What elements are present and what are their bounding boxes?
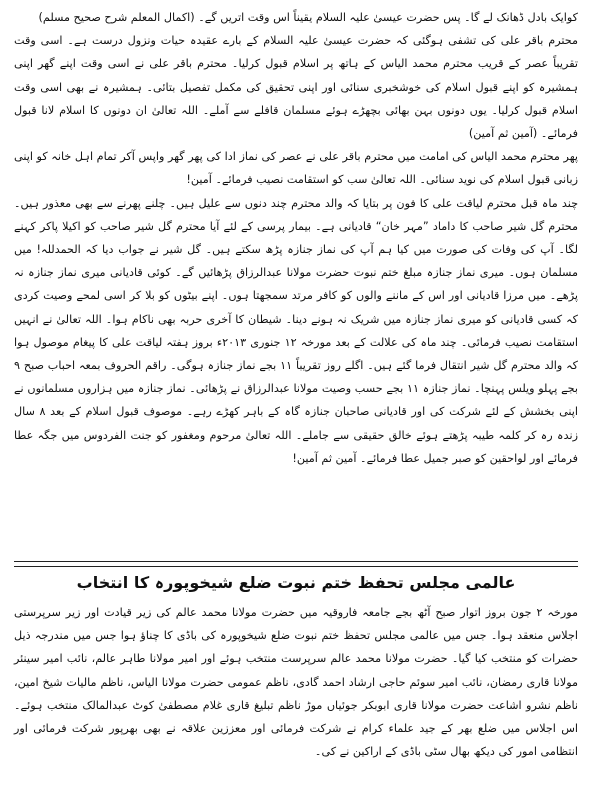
paragraph: کوایک بادل ڈھانک لے گا۔ پس حضرت عیسیٰ علیہ السلام یقیناً اس وقت اتریں گے۔ (اکمال المعلم شرح صحیح مسلم) <box>38 11 578 24</box>
section-heading: عالمی مجلس تحفظ ختم نبوت ضلع شیخوپورہ کا انتخاب <box>76 573 516 592</box>
paragraph: مورخہ ۲ جون بروز اتوار صبح آٹھ بجے جامعہ فاروقیہ میں حضرت مولانا محمد عالم کی زیر قیادت اور زیر سرپرستی اجلاس منعقد ہوا۔ جس میں عالمی مجلس تحفظ ختم نبوت ضلع شیخوپورہ کی باڈی کا چناؤ ہوا جس میں مندرجہ ذیل حضرات کو منتخب کیا گیا۔ حضرت مولانا محمد عالم سرپرست منتخب ہوئے اور امیر مولانا طاہر عالم، نائب امیر سینئر مولانا قاری رمضان، نائب امیر سوئم حاجی ارشاد احمد گادی، ناظم عمومی حضرت مولانا الیاس، ناظم مالیات شیخ امین، ناظم نشرو اشاعت حضرت مولانا قاری ابوبکر جوئیاں موڑ ناظم تبلیغ قاری غلام مصطفیٰ کوٹ عبدالمالک منتخب ہوئے۔ اس اجلاس میں ضلع بھر کے جید علماء کرام نے شرکت فرمائی اور معززین علاقہ نے بھی بھرپور شرکت فرمائی اور انتظامی امور کی دیکھ بھال سٹی باڈی کے اراکین نے کی۔ <box>14 606 579 759</box>
paragraph: پھر محترم محمد الیاس کی امامت میں محترم باقر علی نے عصر کی نماز ادا کی پھر گھر واپس آکر تمام اہل خانہ کو اپنی زبانی قبول اسلام کی نوید سنائی۔ اللہ تعالیٰ سب کو استقامت نصیب فرمائے۔ آمین! <box>14 150 578 187</box>
section-divider <box>14 561 578 567</box>
article-bottom <box>14 601 578 763</box>
article-top <box>14 6 578 470</box>
paragraph: محترم باقر علی کی تشفی ہوگئی کہ حضرت عیسیٰ علیہ السلام کے بارے عقیدہ حیات ونزول درست ہے۔ اسی وقت تقریباً عصر کے قریب محترم محمد الیاس کے ہاتھ پر اسلام قبول کرلیا۔ محترم باقر علی نے اسی وقت اپنے گھر اپنی ہمشیرہ کو اپنے قبول اسلام کی خوشخبری سنائی اور اپنی تحقیق کی مکمل تفصیل بتائی۔ ہمشیرہ نے بھی اسی وقت اسلام قبول کرلیا۔ یوں دونوں بہن بھائی بچھڑے ہوئے مسلمان قافلے سے آملے۔ اللہ تعالیٰ ان دونوں کا اسلام لانا قبول فرمائے۔ (آمین ثم آمین) <box>14 34 578 141</box>
paragraph: چند ماہ قبل محترم لیاقت علی کا فون پر بتایا کہ والد محترم چند دنوں سے علیل ہیں۔ چلنے پھرنے سے بھی معذور ہیں۔ محترم گل شیر صاحب کا داماد ”مہر خان“ قادیانی ہے۔ بیمار پرسی کے لئے آیا محترم گل شیر صاحب کو اکیلا پاکر کہنے لگا۔ آپ کی وفات کی صورت میں کیا ہم آپ کی نماز جنازہ پڑھ سکتے ہیں۔ گل شیر نے جواب دیا کہ الحمدللہ! میں مسلمان ہوں۔ میری نماز جنازہ مبلغ ختم نبوت حضرت مولانا عبدالرزاق پڑھائیں گے۔ کوئی قادیانی میری نماز جنازہ نہ پڑھے۔ میں مرزا قادیانی اور اس کے ماننے والوں کو کافر مرتد سمجھتا ہوں۔ اپنے بیٹوں کو بلا کر اسی لمحے وصیت کردی کہ کسی قادیانی کو میری نماز جنازہ میں شریک نہ ہونے دینا۔ شیطان کا آخری حربہ بھی ناکام ہوا۔ اللہ تعالیٰ نے انہیں استقامت نصیب فرمائی۔ چند ماہ کی علالت کے بعد مورخہ ۱۲ جنوری ۲۰۱۳ء بروز ہفتہ لیاقت علی کا پیغام موصول ہوا کہ والد محترم گل شیر انتقال فرما گئے ہیں۔ اگلے روز تقریباً ۱۱ بجے نماز جنازہ ہوگی۔ راقم الحروف بمعہ احباب صبح ۹ بجے پہلو ویلس پہنچا۔ نماز جنازہ ۱۱ بجے حسب وصیت مولانا عبدالرزاق نے پڑھائی۔ نماز جنازہ میں ہزاروں مسلمانوں نے اپنی بخشش کے لئے شرکت کی اور قادیانی صاحبان جنازہ گاہ کے باہر کھڑے رہے۔ موصوف قبول اسلام کے بعد ۸ سال زندہ رہ کر کلمہ طیبہ پڑھتے ہوئے خالق حقیقی سے جاملے۔ اللہ تعالیٰ مرحوم ومغفور کو جنت الفردوس میں جگہ عطا فرمائے اور لواحقین کو صبر جمیل عطا فرمائے۔ آمین ثم آمین! <box>14 196 579 465</box>
